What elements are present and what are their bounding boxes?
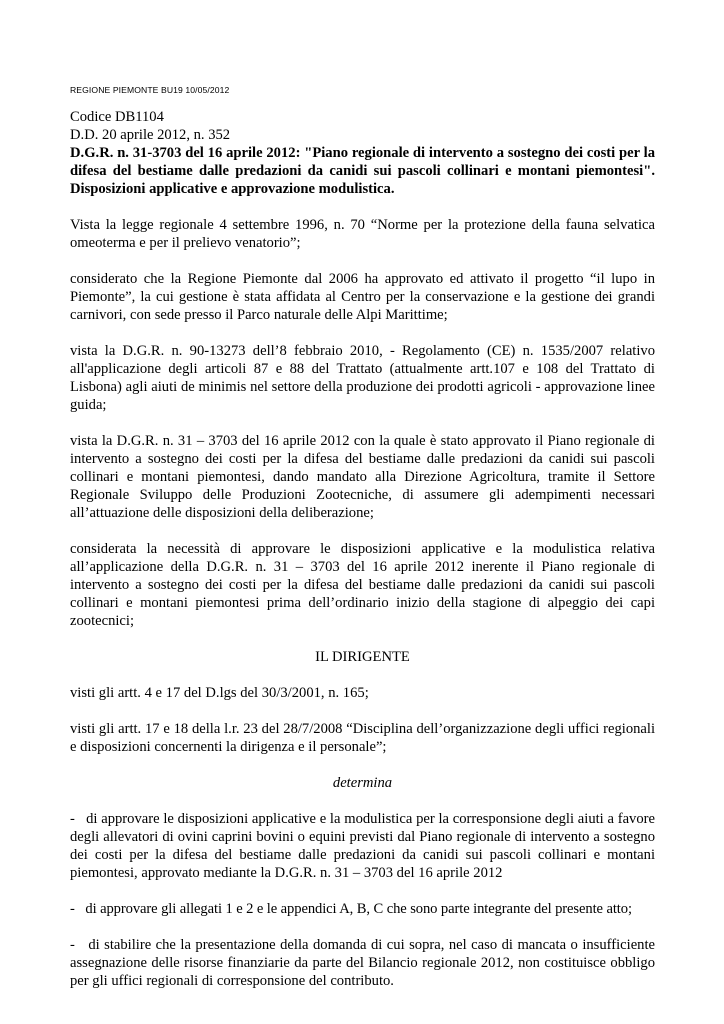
determina-item-stabilire: - di stabilire che la presentazione della domanda di cui sopra, nel caso di mancata o insufficiente assegnazione delle risorse finanziarie da parte del Bilancio regionale 2012, non costituisce obbligo per gli uffici regionali di corresponsione del contributo. bbox=[70, 937, 659, 989]
spacer bbox=[70, 198, 655, 216]
spacer bbox=[70, 918, 655, 936]
dd-line: D.D. 20 aprile 2012, n. 352 bbox=[70, 127, 231, 143]
paragraph-considerato: considerato che la Regione Piemonte dal 2006 ha approvato ed attivato il progetto “il lupo in Piemonte”, la cui gestione è stata affidata al Centro per la conservazione e la gestione dei grandi carnivori, con sede presso il Parco naturale delle Alpi Marittime; bbox=[70, 271, 655, 323]
paragraph-vista-dgr-2010: vista la D.G.R. n. 90-13273 dell’8 febbraio 2010, - Regolamento (CE) n. 1535/2007 relativo all'applicazione degli articoli 87 e 88 del Trattato (attualmente artt.107 e 108 del Trattato di Lisbona) agli aiuti de minimis nel settore della produzione dei prodotti agricoli - approvazione linee guida; bbox=[70, 343, 655, 413]
spacer bbox=[70, 666, 655, 684]
heading-il-dirigente: IL DIRIGENTE bbox=[315, 649, 410, 665]
spacer bbox=[70, 630, 655, 648]
spacer bbox=[70, 792, 655, 810]
spacer bbox=[70, 702, 655, 720]
paragraph-vista-legge: Vista la legge regionale 4 settembre 1996, n. 70 “Norme per la protezione della fauna selvatica omeoterma e per il prelievo venatorio”; bbox=[70, 217, 655, 251]
paragraph-considerata: considerata la necessità di approvare le disposizioni applicative e la modulistica relativa all’applicazione della D.G.R. n. 31 – 3703 del 16 aprile 2012 inerente il Piano regionale di intervento a sostegno dei costi per la difesa del bestiame dalle predazioni da canidi sui pascoli collinari e montani piemontesi prima dell’ordinario inizio della stagione di alpeggio dei capi zootecnici; bbox=[70, 541, 655, 629]
paragraph-visti-lr: visti gli artt. 17 e 18 della l.r. 23 del 28/7/2008 “Disciplina dell’organizzazione degli uffici regionali e disposizioni concernenti la dirigenza e il personale”; bbox=[70, 721, 655, 755]
heading-determina: determina bbox=[332, 775, 393, 791]
paragraph-vista-dgr-2012: vista la D.G.R. n. 31 – 3703 del 16 aprile 2012 con la quale è stato approvato il Piano regionale di intervento a sostegno dei costi per la difesa del bestiame dalle predazioni da canidi sui pascoli collinari e montani piemontesi, dando mandato alla Direzione Agricoltura, tramite il Settore Regionale Sviluppo delle Produzioni Zootecniche, di assumere gli adempimenti necessari all’attuazione delle disposizioni della deliberazione; bbox=[70, 433, 655, 521]
running-header: REGIONE PIEMONTE BU19 10/05/2012 bbox=[70, 85, 230, 95]
determina-item-approvare-disposizioni: - di approvare le disposizioni applicative e la modulistica per la corresponsione degli aiuti a favore degli allevatori di ovini caprini bovini o equini previsti dal Piano regionale di intervento a sostegno dei costi per la difesa del bestiame dalle predazioni da canidi sui pascoli collinari e montani piemontesi, approvato mediante la D.G.R. n. 31 – 3703 del 16 aprile 2012 bbox=[70, 811, 659, 881]
spacer bbox=[70, 252, 655, 270]
paragraph-visti-dlgs: visti gli artt. 4 e 17 del D.lgs del 30/3/2001, n. 165; bbox=[70, 685, 369, 701]
document-title: D.G.R. n. 31-3703 del 16 aprile 2012: "Piano regionale di intervento a sostegno dei costi per la difesa del bestiame dalle predazioni da canidi sui pascoli collinari e montani piemontesi". Disposizioni applicative e approvazione modulistica. bbox=[70, 145, 655, 197]
spacer bbox=[70, 414, 655, 432]
determina-item-approvare-allegati: - di approvare gli allegati 1 e 2 e le appendici A, B, C che sono parte integrante del presente atto; bbox=[70, 901, 632, 917]
spacer bbox=[70, 324, 655, 342]
codice-line: Codice DB1104 bbox=[70, 109, 164, 125]
spacer bbox=[70, 756, 655, 774]
document-body bbox=[70, 108, 659, 990]
spacer bbox=[70, 882, 655, 900]
spacer bbox=[70, 522, 655, 540]
